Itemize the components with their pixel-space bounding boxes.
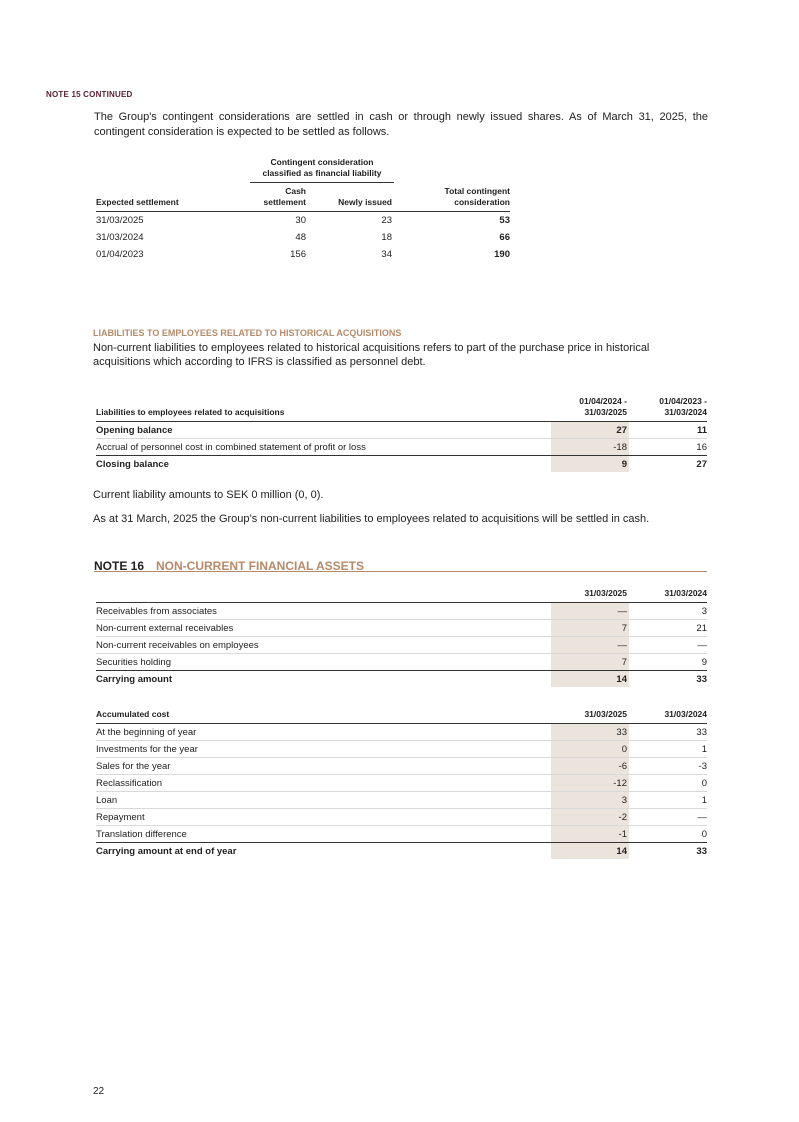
cell-value: -6 — [551, 758, 629, 775]
cell-value: 30 — [295, 215, 306, 226]
cell-value: 33 — [629, 843, 707, 860]
liabilities-heading: LIABILITIES TO EMPLOYEES RELATED TO HISTORICAL ACQUISITIONS — [93, 328, 402, 338]
col-header: Liabilities to employees related to acquisitions — [96, 396, 551, 422]
row-label: Securities holding — [96, 654, 551, 671]
row-label: Investments for the year — [96, 741, 551, 758]
financial-assets-table — [96, 588, 707, 687]
col-header: 01/04/2024 - 31/03/2025 — [551, 396, 629, 422]
cell-value: — — [629, 637, 707, 654]
table-row — [96, 229, 510, 246]
cell-value: 14 — [551, 671, 629, 688]
col-header: Total contingent consideration — [392, 186, 510, 212]
cell-value: — — [551, 637, 629, 654]
cell-value: 7 — [551, 620, 629, 637]
cell-value: 7 — [551, 654, 629, 671]
cell-value: -2 — [551, 809, 629, 826]
cell-value: 23 — [381, 215, 392, 226]
row-label: Accrual of personnel cost in combined statement of profit or loss — [96, 439, 551, 456]
cell-value: 33 — [551, 724, 629, 741]
cell-value: 0 — [629, 775, 707, 792]
liabilities-description: Non-current liabilities to employees related to historical acquisitions refers to part of the purchase price in historical acquisitions which according to IFRS is classified as personnel debt. — [93, 342, 650, 368]
row-label: Carrying amount — [96, 671, 551, 688]
cell-value: -12 — [551, 775, 629, 792]
row-label: 01/04/2023 — [96, 249, 144, 260]
cell-total: 53 — [499, 215, 510, 226]
cell-value: 14 — [551, 843, 629, 860]
contingent-consideration-table — [96, 186, 510, 263]
note-number: NOTE 16 — [94, 559, 145, 573]
row-label: Sales for the year — [96, 758, 551, 775]
col-header: Expected settlement — [96, 186, 220, 212]
cell-value: 27 — [629, 456, 707, 473]
table-row — [96, 246, 510, 263]
cell-total: 66 — [499, 232, 510, 243]
table-row — [96, 212, 510, 230]
table-row — [96, 724, 707, 741]
page-number: 22 — [93, 1086, 105, 1097]
table-row — [96, 422, 707, 439]
cell-value: 11 — [629, 422, 707, 439]
col-header: 31/03/2024 — [629, 709, 707, 724]
cell-value: -1 — [551, 826, 629, 843]
row-label: At the beginning of year — [96, 724, 551, 741]
note-continued-label: NOTE 15 CONTINUED — [46, 90, 133, 99]
cell-value: — — [629, 809, 707, 826]
contingent-group-header: Contingent consideration classified as financial liability — [250, 157, 394, 183]
row-label: Carrying amount at end of year — [96, 843, 551, 860]
col-header — [96, 588, 551, 603]
table-row — [96, 809, 707, 826]
settlement-paragraph: As at 31 March, 2025 the Group’s non-current liabilities to employees related to acquisitions will be settled in cash. — [93, 513, 650, 525]
cell-value: 33 — [629, 724, 707, 741]
table-total-row — [96, 671, 707, 688]
col-header: 31/03/2024 — [629, 588, 707, 603]
current-liability-paragraph: Current liability amounts to SEK 0 million (0, 0). — [93, 489, 324, 501]
cell-value: 21 — [629, 620, 707, 637]
row-label: 31/03/2024 — [96, 232, 144, 243]
cell-value: 27 — [551, 422, 629, 439]
table-row — [96, 792, 707, 809]
table-row — [96, 758, 707, 775]
note16-heading — [94, 557, 707, 572]
cell-value: 18 — [381, 232, 392, 243]
cell-value: -3 — [629, 758, 707, 775]
row-label: Closing balance — [96, 456, 551, 473]
accumulated-cost-table — [96, 709, 707, 859]
cell-value: 1 — [629, 741, 707, 758]
cell-value: 34 — [381, 249, 392, 260]
liabilities-table — [96, 396, 707, 472]
table-row — [96, 654, 707, 671]
cell-value: 0 — [629, 826, 707, 843]
table-row — [96, 775, 707, 792]
col-header: Cash settlement — [220, 186, 306, 212]
table-row — [96, 637, 707, 654]
note-title: NON-CURRENT FINANCIAL ASSETS — [156, 559, 365, 573]
cell-value: 1 — [629, 792, 707, 809]
table-total-row — [96, 456, 707, 473]
cell-value: 48 — [295, 232, 306, 243]
cell-value: 33 — [629, 671, 707, 688]
cell-value: 0 — [551, 741, 629, 758]
col-header: 01/04/2023 - 31/03/2024 — [629, 396, 707, 422]
cell-value: 3 — [629, 603, 707, 620]
row-label: 31/03/2025 — [96, 215, 144, 226]
row-label: Translation difference — [96, 826, 551, 843]
col-header: 31/03/2025 — [551, 588, 629, 603]
row-label: Reclassification — [96, 775, 551, 792]
table-row — [96, 439, 707, 456]
cell-value: — — [551, 603, 629, 620]
row-label: Non-current receivables on employees — [96, 637, 551, 654]
cell-value: 16 — [629, 439, 707, 456]
row-label: Opening balance — [96, 422, 551, 439]
row-label: Receivables from associates — [96, 603, 551, 620]
col-header: 31/03/2025 — [551, 709, 629, 724]
cell-value: -18 — [551, 439, 629, 456]
cell-total: 190 — [494, 249, 510, 260]
table-row — [96, 741, 707, 758]
row-label: Loan — [96, 792, 551, 809]
table-total-row — [96, 843, 707, 860]
table-row — [96, 620, 707, 637]
table-row — [96, 826, 707, 843]
row-label: Non-current external receivables — [96, 620, 551, 637]
col-header: Accumulated cost — [96, 709, 551, 724]
cell-value: 9 — [629, 654, 707, 671]
col-header: Newly issued — [306, 186, 392, 212]
cell-value: 3 — [551, 792, 629, 809]
intro-paragraph: The Group's contingent considerations are settled in cash or through newly issued shares. As of March 31, 2025, the contingent consideration is expected to be settled as follows. — [94, 111, 708, 138]
table-row — [96, 603, 707, 620]
cell-value: 156 — [290, 249, 306, 260]
cell-value: 9 — [551, 456, 629, 473]
row-label: Repayment — [96, 809, 551, 826]
